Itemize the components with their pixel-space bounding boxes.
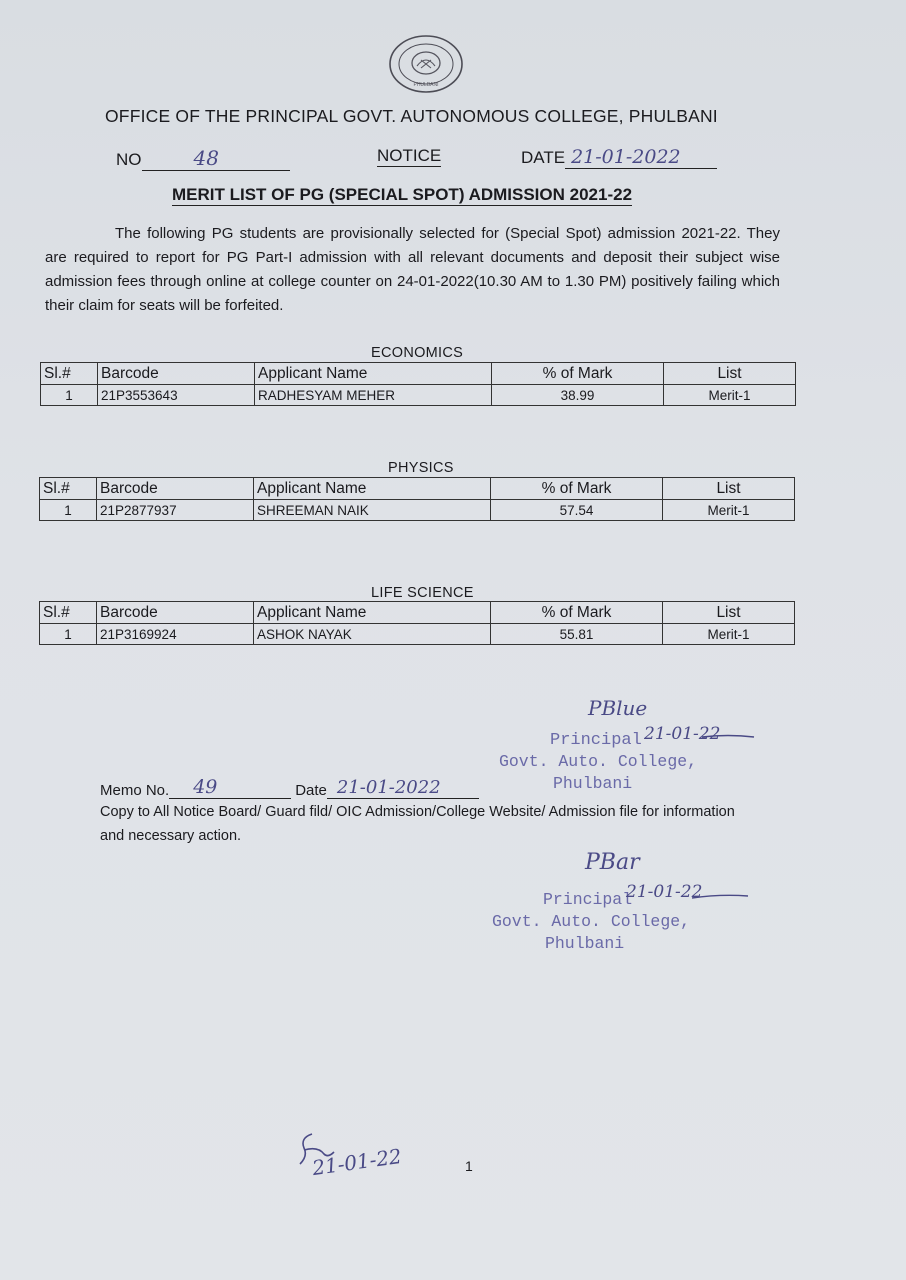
memo-label: Memo No. <box>100 782 170 799</box>
table-header-row <box>40 602 795 624</box>
signature-1-stroke <box>700 733 756 741</box>
col-header-barcode: Barcode <box>97 478 254 500</box>
col-header-mark: % of Mark <box>491 478 663 500</box>
seal-text: PHULBANI <box>413 82 439 88</box>
cell-barcode: 21P3553643 <box>98 385 255 406</box>
cell-mark: 57.54 <box>491 500 663 521</box>
notice-date-value: 21-01-2022 <box>565 146 717 169</box>
cell-list: Merit-1 <box>663 624 795 645</box>
memo-date-label: Date <box>295 782 327 799</box>
memo-value: 49 <box>169 776 291 799</box>
col-header-list: List <box>664 363 796 385</box>
copy-to-text: Copy to All Notice Board/ Guard fild/ OIC Admission/College Website/ Admission file for information and necessary action. <box>100 804 735 844</box>
cell-list: Merit-1 <box>664 385 796 406</box>
cell-barcode: 21P3169924 <box>97 624 254 645</box>
signature-1-scrawl: PBlue <box>588 696 648 720</box>
table-header-row <box>40 478 795 500</box>
col-header-list: List <box>663 478 795 500</box>
col-header-list: List <box>663 602 795 624</box>
memo-line <box>100 776 479 799</box>
section-title-life-science: LIFE SCIENCE <box>371 585 474 601</box>
col-header-barcode: Barcode <box>97 602 254 624</box>
notice-no-label: NO <box>116 150 142 169</box>
col-header-sl: Sl.# <box>40 478 97 500</box>
col-header-barcode: Barcode <box>98 363 255 385</box>
cell-list: Merit-1 <box>663 500 795 521</box>
page-number: 1 <box>465 1158 473 1174</box>
cell-sl: 1 <box>40 624 97 645</box>
memo-date-value: 21-01-2022 <box>327 777 479 799</box>
notice-date-label: DATE <box>521 148 566 167</box>
notice-number <box>116 146 290 171</box>
table-row <box>40 500 795 521</box>
cell-barcode: 21P2877937 <box>97 500 254 521</box>
table-header-row <box>41 363 796 385</box>
office-header: OFFICE OF THE PRINCIPAL GOVT. AUTONOMOUS COLLEGE, PHULBANI <box>105 106 718 126</box>
signature-2-stamp-title: Principal <box>543 890 633 909</box>
col-header-mark: % of Mark <box>492 363 664 385</box>
notice-paragraph: The following PG students are provisionally selected for (Special Spot) admission 2021-22. They are required to report for PG Part-I admission with all relevant documents and deposit their subject wise admission fees through online at college counter on 24-01-2022(10.30 AM to 1.30 PM) positively failing which their claim for seats will be forfeited. <box>45 225 780 314</box>
cell-sl: 1 <box>40 500 97 521</box>
section-title-physics: PHYSICS <box>388 460 454 476</box>
page-title: MERIT LIST OF PG (SPECIAL SPOT) ADMISSION 2021-22 <box>172 185 633 204</box>
merit-table-life-science <box>39 601 795 645</box>
merit-table-physics <box>39 477 795 521</box>
col-header-mark: % of Mark <box>491 602 663 624</box>
signature-1-stamp-title: Principal <box>550 731 642 750</box>
signature-1-stamp-place: Phulbani <box>553 774 633 793</box>
signature-2-stamp-place: Phulbani <box>545 934 625 953</box>
cell-sl: 1 <box>41 385 98 406</box>
signature-1-date: 21-01-22 <box>644 724 721 744</box>
notice-label: NOTICE <box>377 146 442 165</box>
cell-name: SHREEMAN NAIK <box>254 500 491 521</box>
notice-no-value: 48 <box>142 146 290 171</box>
cell-name: RADHESYAM MEHER <box>255 385 492 406</box>
table-row <box>41 385 796 406</box>
col-header-name: Applicant Name <box>255 363 492 385</box>
cell-mark: 38.99 <box>492 385 664 406</box>
signature-1-stamp-college: Govt. Auto. College, <box>499 752 698 771</box>
col-header-name: Applicant Name <box>254 478 491 500</box>
signature-2-stroke <box>690 893 750 901</box>
signature-2-stamp-college: Govt. Auto. College, <box>492 912 691 931</box>
signature-2-date: 21-01-22 <box>626 882 703 902</box>
signature-2-scrawl: PBar <box>585 850 640 875</box>
col-header-sl: Sl.# <box>41 363 98 385</box>
cell-name: ASHOK NAYAK <box>254 624 491 645</box>
table-row <box>40 624 795 645</box>
col-header-name: Applicant Name <box>254 602 491 624</box>
college-seal-logo <box>388 34 464 94</box>
bottom-signature-date: 21-01-22 <box>310 1143 404 1181</box>
section-title-economics: ECONOMICS <box>371 345 464 361</box>
merit-table-economics <box>40 362 796 406</box>
cell-mark: 55.81 <box>491 624 663 645</box>
col-header-sl: Sl.# <box>40 602 97 624</box>
notice-date <box>521 146 717 169</box>
